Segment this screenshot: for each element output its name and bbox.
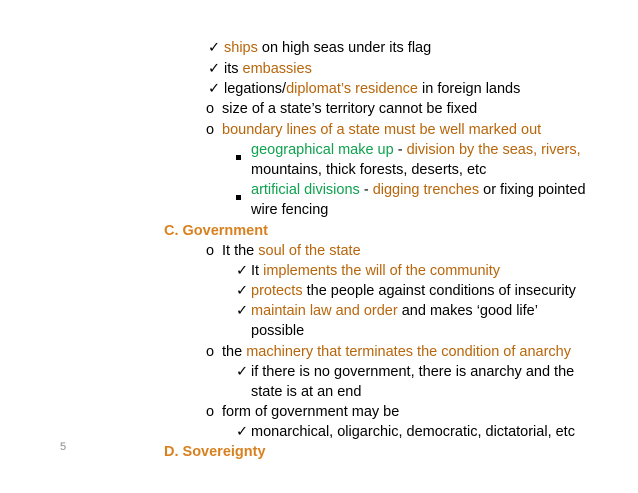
check-icon: ✓ (236, 364, 249, 380)
check-icon: ✓ (236, 303, 249, 319)
bullet-line: if there is no government, there is anarchy and the (251, 364, 575, 380)
bullet-line: its embassies (224, 61, 312, 77)
square-bullet-icon (236, 187, 241, 205)
check-icon: ✓ (208, 61, 221, 77)
continuation-line: wire fencing (251, 202, 329, 218)
bullet-line: It the soul of the state (222, 243, 361, 259)
bullet-line: monarchical, oligarchic, democratic, dictatorial, etc (251, 424, 575, 440)
page-number: 5 (60, 441, 67, 453)
bullet-line: It implements the will of the community (251, 263, 501, 279)
bullet-line: geographical make up - division by the seas, rivers, (251, 142, 581, 158)
circle-bullet-icon: o (206, 122, 215, 138)
bullet-line: artificial divisions - digging trenches or fixing pointed (251, 182, 586, 198)
bullet-line: ships on high seas under its flag (224, 40, 432, 56)
heading-government: C. Government (164, 223, 268, 239)
bullet-line: protects the people against conditions of insecurity (251, 283, 576, 299)
bullet-line: boundary lines of a state must be well marked out (222, 122, 542, 138)
bullet-line: the machinery that terminates the condition of anarchy (222, 344, 572, 360)
circle-bullet-icon: o (206, 404, 215, 420)
circle-bullet-icon: o (206, 101, 215, 117)
bullet-line: size of a state’s territory cannot be fixed (222, 101, 478, 117)
bullet-line: form of government may be (222, 404, 400, 420)
check-icon: ✓ (236, 283, 249, 299)
circle-bullet-icon: o (206, 243, 215, 259)
heading-sovereignty: D. Sovereignty (164, 444, 266, 460)
circle-bullet-icon: o (206, 344, 215, 360)
bullet-line: maintain law and order and makes ‘good life’ (251, 303, 538, 319)
bullet-line: legations/diplomat’s residence in foreign lands (224, 81, 521, 97)
check-icon: ✓ (208, 81, 221, 97)
check-icon: ✓ (208, 40, 221, 56)
continuation-line: possible (251, 323, 305, 339)
continuation-line: mountains, thick forests, deserts, etc (251, 162, 487, 178)
square-bullet-icon (236, 147, 241, 165)
continuation-line: state is at an end (251, 384, 362, 400)
check-icon: ✓ (236, 263, 249, 279)
check-icon: ✓ (236, 424, 249, 440)
